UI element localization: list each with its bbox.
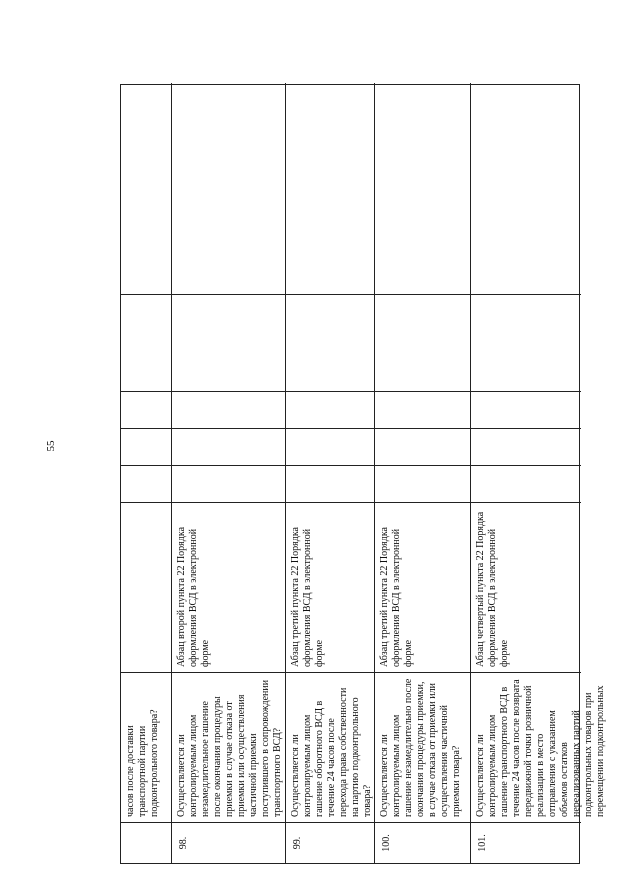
answer-no-cell	[286, 429, 374, 466]
note-cell	[172, 295, 285, 392]
answer-yes-cell	[375, 466, 470, 503]
table-row	[171, 83, 285, 863]
note-cell	[471, 295, 581, 392]
row-number: 98.	[178, 836, 189, 850]
answer-na-cell	[375, 392, 470, 429]
answer-no-cell	[172, 429, 285, 466]
comment-cell	[172, 83, 285, 295]
answer-yes-cell	[121, 466, 171, 503]
table-row	[374, 83, 470, 863]
answer-no-cell	[471, 429, 581, 466]
reference-cell: Абзац второй пункта 22 Порядка оформления ВСД в электронной форме	[172, 503, 285, 673]
row-number: 101.	[477, 834, 488, 852]
comment-cell	[121, 83, 171, 295]
row-number: 99.	[292, 836, 303, 850]
table-row	[470, 83, 606, 863]
answer-no-cell	[375, 429, 470, 466]
row-number: 100.	[381, 834, 392, 852]
checklist-table	[120, 84, 606, 864]
comment-cell	[375, 83, 470, 295]
answer-no-cell	[121, 429, 171, 466]
answer-yes-cell	[471, 466, 581, 503]
question-cell: Осуществляется ли контролируемым лицом гашение транспортного ВСД в течение 24 часов после возврата передвижной точки розничной реализации в место отправления с указанием объемов остатков нереализованных партий подконтрольных товаров при перемещении подконтрольных	[471, 673, 581, 823]
comment-cell	[471, 83, 581, 295]
question-cell: Осуществляется ли контролируемым лицом незамедлительное гашение после окончания процедуры приемки в случае отказа от приемки или осуществления частичной приемки поступившего в сопровождении транспортного ВСД?	[172, 673, 285, 823]
answer-na-cell	[286, 392, 374, 429]
table-row	[121, 83, 171, 863]
reference-cell: Абзац третий пункта 22 Порядка оформления ВСД в электронной форме	[286, 503, 374, 673]
note-cell	[121, 295, 171, 392]
answer-yes-cell	[172, 466, 285, 503]
answer-yes-cell	[286, 466, 374, 503]
question-cell: Осуществляется ли контролируемым лицом гашение незамедлительно после окончания процедуры приемки, в случае отказа от приемки или осуществления частичной приемки товара?	[375, 673, 470, 823]
question-cell: часов после доставки транспортной партии подконтрольного товара?	[121, 673, 171, 823]
note-cell	[286, 295, 374, 392]
reference-cell: Абзац четвертый пункта 22 Порядка оформления ВСД в электронной форме	[471, 503, 581, 673]
reference-cell: Абзац третий пункта 22 Порядка оформления ВСД в электронной форме	[375, 503, 470, 673]
table-row	[285, 83, 374, 863]
question-cell: Осуществляется ли контролируемым лицом гашение оборотного ВСД в течение 24 часов после перехода права собственности на партию подконтрольного товара?	[286, 673, 374, 823]
answer-na-cell	[471, 392, 581, 429]
note-cell	[375, 295, 470, 392]
comment-cell	[286, 83, 374, 295]
reference-cell	[121, 503, 171, 673]
row-number	[121, 823, 171, 863]
answer-na-cell	[172, 392, 285, 429]
answer-na-cell	[121, 392, 171, 429]
page-number: 55	[45, 440, 57, 452]
